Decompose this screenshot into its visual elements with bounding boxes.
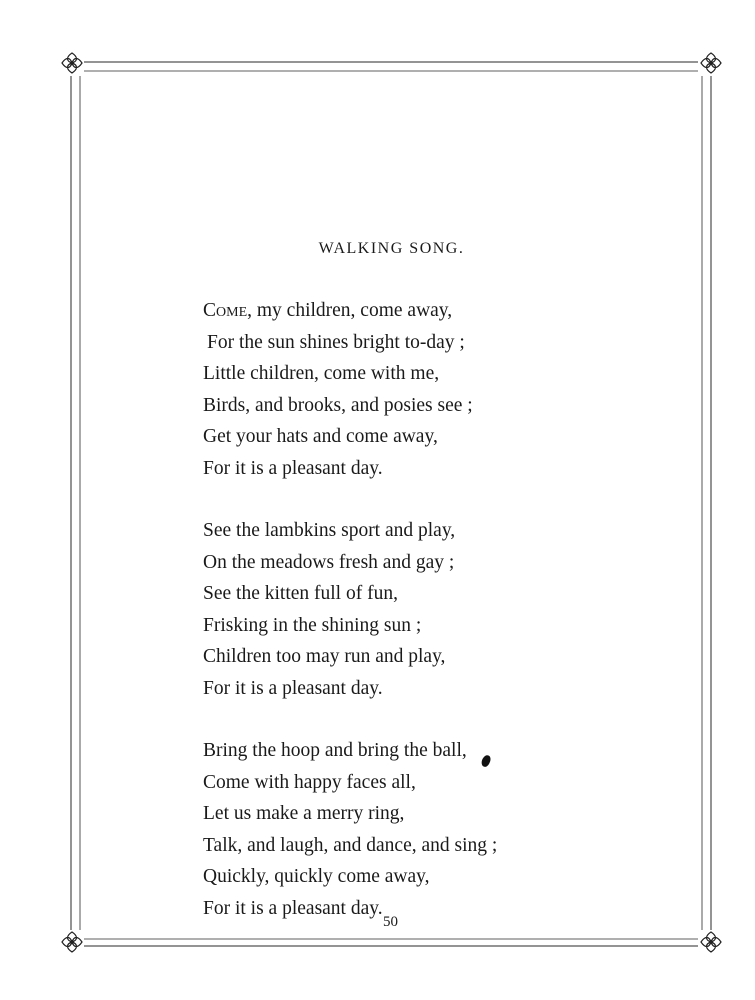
poem-line: On the meadows fresh and gay ;: [203, 551, 455, 573]
poem-line: Bring the hoop and bring the ball,: [203, 740, 467, 761]
line-text: , my children, come away,: [247, 300, 453, 321]
page-number: 50: [383, 914, 398, 930]
small-caps-word: Come: [203, 300, 248, 321]
poem-line: Birds, and brooks, and posies see ;: [203, 394, 473, 416]
poem-line: Frisking in the shining sun ;: [203, 614, 422, 636]
corner-fleuron-icon: [62, 932, 82, 952]
stanza: [203, 295, 497, 484]
stanza: [203, 515, 497, 704]
poem-line: Talk, and laugh, and dance, and sing ;: [203, 834, 498, 856]
poem-line: Come with happy faces all,: [203, 771, 416, 793]
corner-fleuron-icon: [701, 932, 721, 952]
poem-body: [203, 295, 497, 955]
poem-line: Children too may run and play,: [203, 646, 446, 667]
poem-line: For it is a pleasant day.: [203, 897, 383, 919]
poem-title: WALKING SONG.: [318, 240, 465, 257]
poem-line: Little children, come with me,: [203, 363, 440, 384]
corner-fleuron-icon: [701, 53, 721, 73]
poem-line: See the kitten full of fun,: [203, 583, 398, 604]
stanza: [203, 735, 497, 924]
poem-line: See the lambkins sport and play,: [203, 520, 456, 541]
poem-line: For it is a pleasant day.: [203, 457, 383, 479]
corner-fleuron-icon: [62, 53, 82, 73]
poem-line: Get your hats and come away,: [203, 426, 438, 447]
poem-line: Quickly, quickly come away,: [203, 866, 430, 887]
poem-line: For the sun shines bright to-day ;: [207, 331, 465, 353]
poem-line: [203, 295, 497, 327]
poem-line: For it is a pleasant day.: [203, 677, 383, 699]
poem-line: Let us make a merry ring,: [203, 803, 405, 824]
